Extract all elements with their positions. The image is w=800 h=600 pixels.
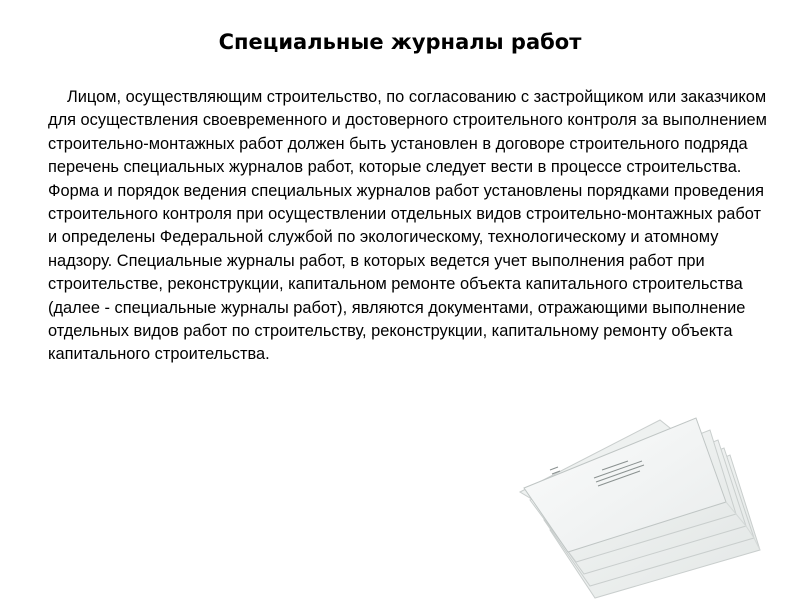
slide-title: Специальные журналы работ: [218, 30, 582, 54]
stacked-journals-image: [510, 410, 790, 600]
slide-body-text: Лицом, осуществляющим строительство, по согласованию с застройщиком или заказчиком для осуществления своевременного и достоверного строительного контроля за выполнением строительно-монтажных работ должен быть установлен в договоре строительного подряда перечень специальных журналов работ, которые следует вести в процессе строительства. Форма и порядок ведения специальных журналов работ установлены порядками проведения строительного контроля при осуществлении отдельных видов строительно-монтажных работ и определены Федеральной службой по экологическому, технологическому и атомному надзору. Специальные журналы работ, в которых ведется учет выполнения работ при строительстве, реконструкции, капитальном ремонте объекта капитального строительства (далее - специальные журналы работ), являются документами, отражающими выполнение отдельных видов работ по строительству, реконструкции, капитальному ремонту объекта капитального строительства.: [48, 88, 767, 364]
